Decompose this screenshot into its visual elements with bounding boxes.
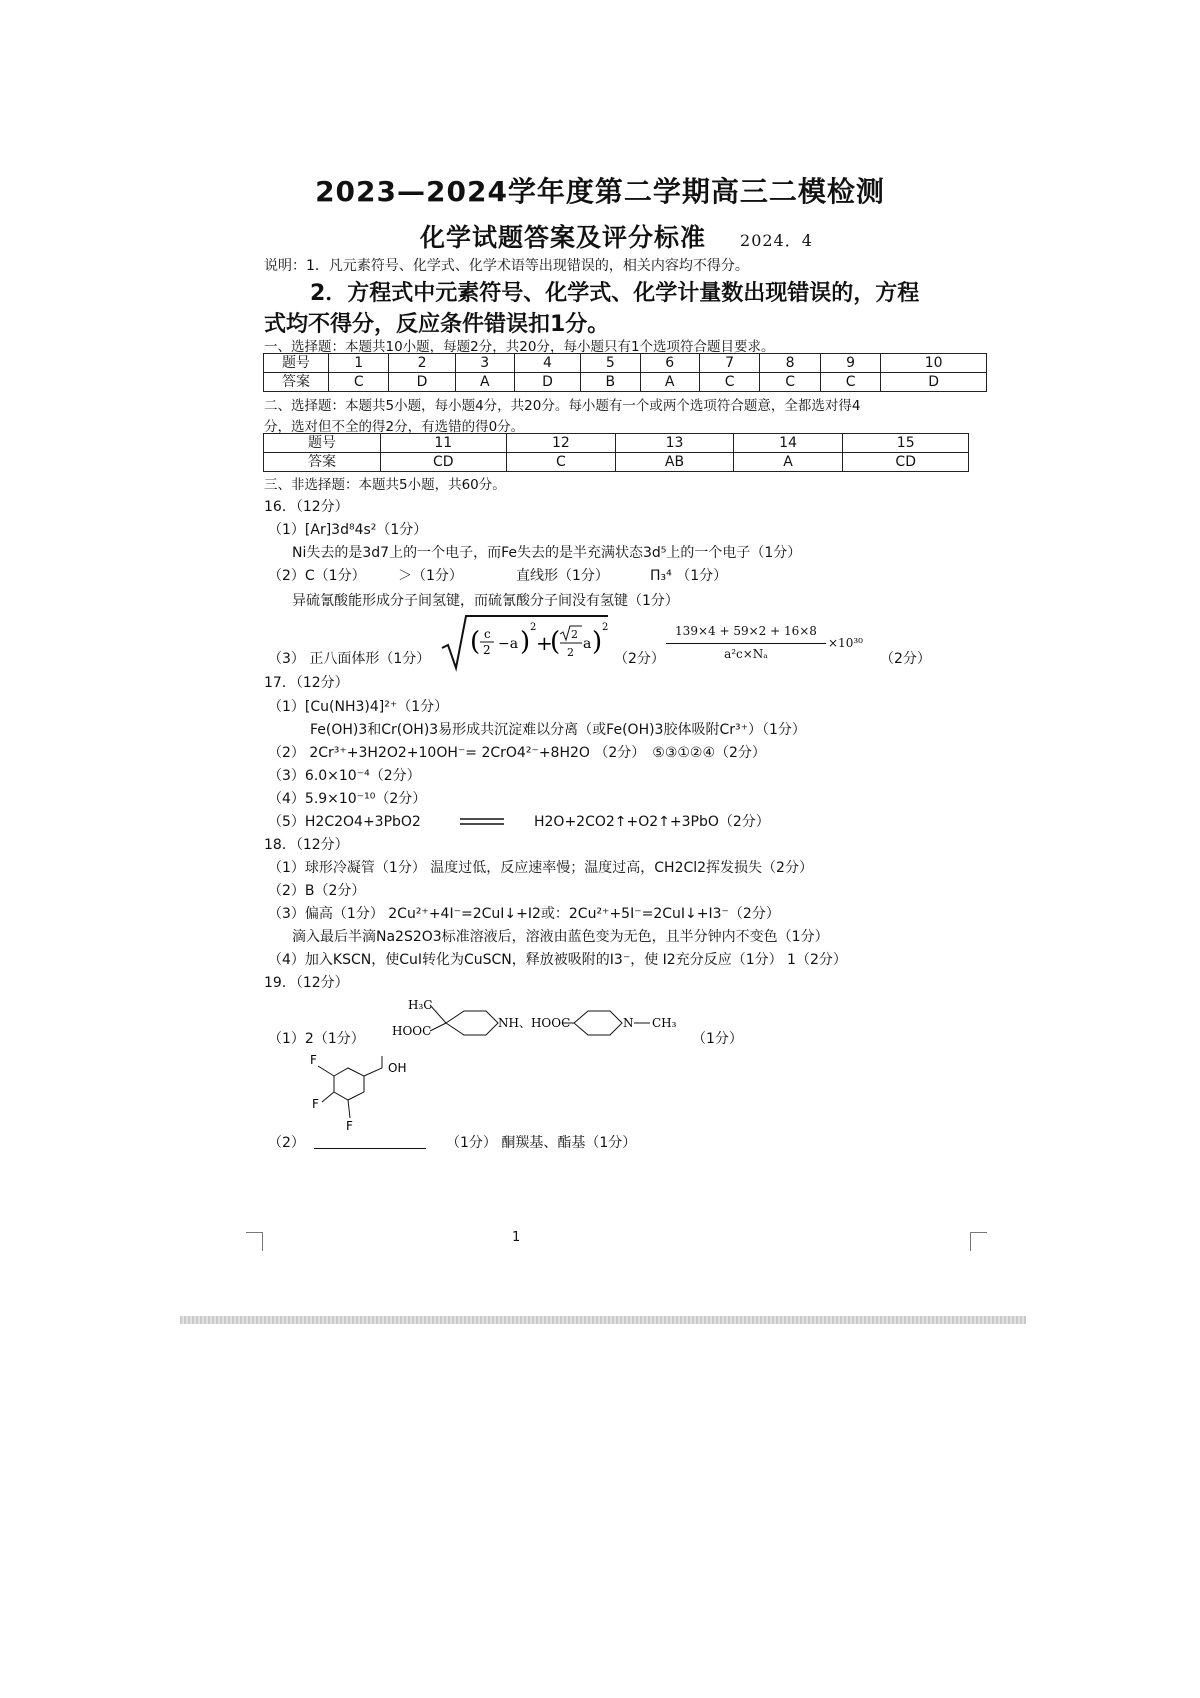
note-2a: 2．方程式中元素符号、化学式、化学计量数出现错误的，方程	[310, 281, 920, 306]
struct-label: NH、HOOC	[498, 1016, 571, 1030]
q16-line-3d: Π₃⁴ （1分）	[650, 568, 728, 584]
table-cell: C	[506, 453, 616, 472]
note-2b: 式均不得分，反应条件错误扣1分。	[264, 312, 610, 337]
svg-text:2: 2	[571, 628, 578, 641]
svg-text:2: 2	[567, 646, 574, 659]
table-cell: 4	[514, 354, 580, 373]
density-power: ×10³⁰	[828, 636, 863, 650]
subtitle-text: 化学试题答案及评分标准	[420, 223, 707, 252]
section3-heading: 三、非选择题：本题共5小题，共60分。	[264, 477, 506, 493]
table-cell: C	[329, 373, 389, 392]
note-1: 说明：1．凡元素符号、化学式、化学术语等出现错误的，相关内容均不得分。	[264, 258, 749, 274]
svg-text:2: 2	[530, 622, 537, 633]
q16-line-5a: （3） 正八面体形（1分）	[268, 651, 431, 667]
struct-label: F	[312, 1097, 319, 1111]
table-row	[264, 354, 987, 373]
table-cell: A	[455, 373, 514, 392]
svg-text:−a: −a	[498, 636, 519, 652]
struct-label: F	[310, 1053, 317, 1067]
document-title: 2023—2024学年度第二学期高三二模检测	[315, 175, 885, 208]
table-cell: CD	[381, 453, 507, 472]
svg-text:(: (	[470, 627, 481, 657]
table-cell: 15	[843, 434, 969, 453]
q18-line-1: （1）球形冷凝管（1分） 温度过低，反应速率慢；温度过高，CH2Cl2挥发损失（2分）	[268, 860, 813, 876]
table-cell: 13	[616, 434, 734, 453]
svg-text:+: +	[536, 631, 553, 655]
struct-label: CH₃	[652, 1016, 677, 1030]
q17-line-6a: （5）H2C2O4+3PbO2	[268, 814, 421, 830]
table-cell: 9	[820, 354, 880, 373]
equals-arrow	[460, 817, 504, 827]
q17-line-3: （2） 2Cr³⁺+3H2O2+10OH⁻= 2CrO4²⁻+8H2O （2分） ⑤③①②④（2分）	[268, 745, 766, 761]
svg-text:(: (	[550, 627, 561, 657]
section1-answer-table	[263, 353, 987, 392]
q19-heading: 19．（12分）	[264, 975, 349, 991]
structure-trifluorobenzoic-acid	[308, 1052, 438, 1132]
table-cell: 12	[506, 434, 616, 453]
table-cell: 1	[329, 354, 389, 373]
table-cell: 3	[455, 354, 514, 373]
svg-text:): )	[592, 627, 603, 657]
structure-piperidine-acids	[390, 995, 710, 1065]
table-cell: AB	[616, 453, 734, 472]
row-label: 题号	[264, 354, 329, 373]
q19-line-2b: （1分） 酮羰基、酯基（1分）	[446, 1135, 637, 1151]
q16-line-3b: ＞（1分）	[398, 568, 463, 584]
density-numerator: 139×4 + 59×2 + 16×8	[675, 624, 817, 638]
table-cell: 10	[881, 354, 987, 373]
q18-line-5: （4）加入KSCN，使CuI转化为CuSCN，释放被吸附的I3⁻，使 I2充分反应（1分） 1（2分）	[268, 952, 847, 968]
svg-text:a: a	[583, 636, 592, 652]
q18-line-4: 滴入最后半滴Na2S2O3标准溶液后，溶液由蓝色变为无色，且半分钟内不变色（1分）	[292, 929, 829, 945]
svg-text:2: 2	[602, 622, 609, 633]
q16-line-4: 异硫氰酸能形成分子间氢键，而硫氰酸分子间没有氢键（1分）	[292, 593, 679, 609]
q17-line-5: （4）5.9×10⁻¹⁰（2分）	[268, 791, 427, 807]
q19-line-1b: （1分）	[692, 1031, 743, 1047]
q18-line-3: （3）偏高（1分） 2Cu²⁺+4I⁻=2CuI↓+I2或：2Cu²⁺+5I⁻=2CuI↓+I3⁻（2分）	[268, 906, 780, 922]
table-row	[264, 373, 987, 392]
table-cell: D	[389, 373, 455, 392]
q17-line-6b: H2O+2CO2↑+O2↑+3PbO（2分）	[534, 814, 770, 830]
row-label: 答案	[264, 373, 329, 392]
table-cell: C	[760, 373, 820, 392]
table-cell: 7	[699, 354, 759, 373]
density-denominator: a²c×Nₐ	[724, 647, 768, 661]
q18-heading: 18．（12分）	[264, 837, 349, 853]
table-cell: 6	[640, 354, 699, 373]
row-label: 答案	[264, 453, 381, 472]
table-cell: C	[699, 373, 759, 392]
svg-text:c: c	[484, 627, 491, 641]
q16-line-3c: 直线形（1分）	[516, 568, 609, 584]
q17-line-4: （3）6.0×10⁻⁴（2分）	[268, 768, 421, 784]
q17-line-1: （1）[Cu(NH3)4]²⁺（1分）	[268, 699, 449, 715]
q16-line-5c: （2分）	[880, 651, 931, 667]
crop-mark-right	[970, 1232, 987, 1251]
section1-heading: 一、选择题：本题共10小题，每题2分，共20分，每小题只有1个选项符合题目要求。	[264, 339, 775, 355]
crop-mark-left	[246, 1232, 263, 1251]
fraction-bar	[666, 643, 826, 644]
table-row	[264, 434, 969, 453]
table-cell: 14	[733, 434, 843, 453]
svg-text:2: 2	[483, 643, 491, 657]
document-subtitle	[420, 218, 813, 254]
section2-heading-b: 分，选对但不全的得2分，有选错的得0分。	[264, 419, 525, 435]
q17-heading: 17．（12分）	[264, 675, 349, 691]
q16-line-2: Ni失去的是3d7上的一个电子，而Fe失去的是半充满状态3d⁵上的一个电子（1分）	[292, 545, 802, 561]
q16-line-1: （1）[Ar]3d⁸4s²（1分）	[268, 522, 428, 538]
q18-line-2: （2）B（2分）	[268, 883, 366, 899]
struct-label: N	[623, 1016, 634, 1030]
table-cell: 11	[381, 434, 507, 453]
q16-line-5b: （2分）	[614, 651, 665, 667]
q17-line-2: Fe(OH)3和Cr(OH)3易形成共沉淀难以分离（或Fe(OH)3胶体吸附Cr³⁺）（1分）	[310, 722, 806, 738]
table-cell: A	[640, 373, 699, 392]
struct-label: HOOC	[392, 1024, 432, 1038]
struct-label: H₃C	[408, 998, 433, 1012]
svg-text:): )	[520, 627, 531, 657]
table-cell: A	[733, 453, 843, 472]
row-label: 题号	[264, 434, 381, 453]
sqrt-formula	[440, 612, 610, 672]
table-cell: 2	[389, 354, 455, 373]
q16-heading: 16．（12分）	[264, 499, 349, 515]
table-row	[264, 453, 969, 472]
q16-line-3a: （2）C（1分）	[268, 568, 366, 584]
table-cell: D	[514, 373, 580, 392]
page-number: 1	[512, 1230, 521, 1245]
section2-heading-a: 二、选择题：本题共5小题，每小题4分，共20分。每小题有一个或两个选项符合题意，全都选对得4	[264, 398, 861, 414]
page-separator	[180, 1316, 1026, 1324]
answer-blank	[314, 1148, 426, 1149]
table-cell: B	[581, 373, 641, 392]
table-cell: D	[881, 373, 987, 392]
document-date: 2024．4	[740, 231, 813, 250]
q19-line-2a: （2）	[268, 1135, 305, 1151]
section2-answer-table	[263, 433, 969, 472]
table-cell: 8	[760, 354, 820, 373]
struct-label: OH	[388, 1061, 407, 1075]
struct-label: F	[346, 1119, 353, 1132]
table-cell: C	[820, 373, 880, 392]
table-cell: 5	[581, 354, 641, 373]
table-cell: CD	[843, 453, 969, 472]
q19-line-1a: （1）2（1分）	[268, 1031, 365, 1047]
